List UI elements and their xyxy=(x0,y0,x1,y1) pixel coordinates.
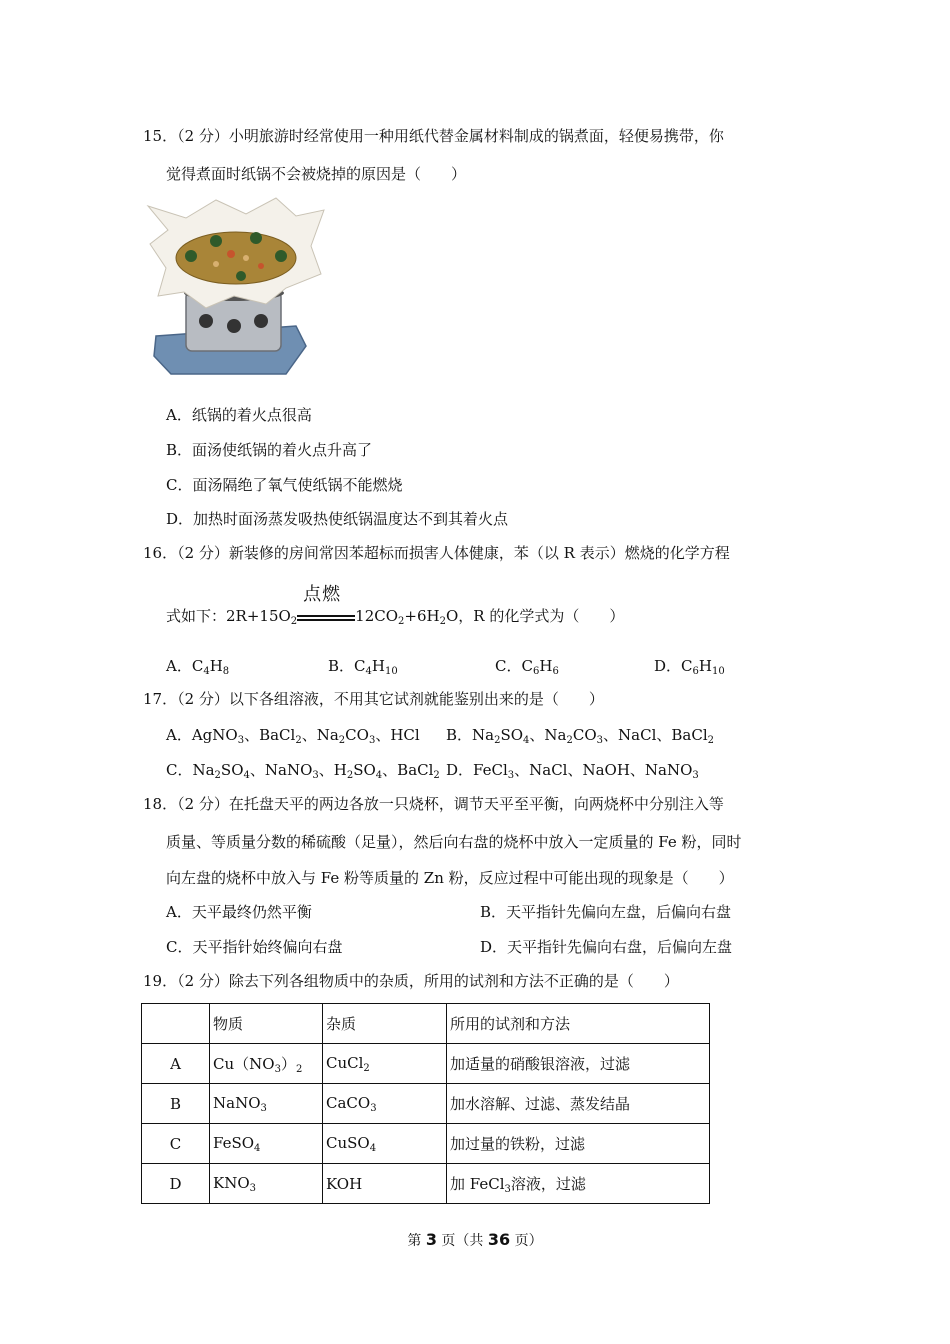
table-row xyxy=(142,1084,710,1124)
row-key: D xyxy=(142,1164,210,1204)
q16-option-d: D．$C_6H_{10}$ xyxy=(654,657,725,677)
method-cell: 加水溶解、过滤、蒸发结晶 xyxy=(447,1084,710,1124)
substance-cell: FeSO$_4$ xyxy=(210,1124,323,1164)
table-row xyxy=(142,1164,710,1204)
table-row xyxy=(142,1124,710,1164)
q15-option-c: C．面汤隔绝了氧气使纸锅不能燃烧 xyxy=(166,476,403,494)
impurity-cell: CuCl$_2$ xyxy=(323,1044,447,1084)
total-pages: 36 xyxy=(487,1230,511,1249)
q18-option-d: D．天平指针先偏向右盘，后偏向左盘 xyxy=(480,938,733,956)
q16-stem-line1: 16．（2 分）新装修的房间常因苯超标而损害人体健康，苯（以 R 表示）燃烧的化学方程 xyxy=(143,544,730,562)
q15-stem-line2: 觉得煮面时纸锅不会被烧掉的原因是（ ） xyxy=(166,165,467,183)
page-number: 3 xyxy=(425,1230,437,1249)
row-key: B xyxy=(142,1084,210,1124)
q18-option-c: C．天平指针始终偏向右盘 xyxy=(166,938,343,956)
page-footer: 第 3 页（共 36 页） xyxy=(407,1230,543,1249)
q18-option-b: B．天平指针先偏向左盘，后偏向右盘 xyxy=(480,903,732,921)
table-header-cell: 所用的试剂和方法 xyxy=(447,1004,710,1044)
q15-option-a: A．纸锅的着火点很高 xyxy=(166,406,312,424)
q15-stem-line1: 15．（2 分）小明旅游时经常使用一种用纸代替金属材料制成的锅煮面，轻便易携带，你 xyxy=(143,127,724,145)
table-header-row xyxy=(142,1004,710,1044)
q19-stem: 19．（2 分）除去下列各组物质中的杂质，所用的试剂和方法不正确的是（ ） xyxy=(143,972,679,990)
q16-option-b: B．$C_4H_{10}$ xyxy=(328,657,398,677)
table-header-cell: 杂质 xyxy=(323,1004,447,1044)
q16-option-a: A．$C_4H_8$ xyxy=(166,657,230,677)
substance-cell: $Cu(NO_3)_2$ xyxy=(210,1044,323,1084)
method-cell: 加 FeCl$_3$溶液，过滤 xyxy=(447,1164,710,1204)
row-key: C xyxy=(142,1124,210,1164)
q15-option-d: D．加热时面汤蒸发吸热使纸锅温度达不到其着火点 xyxy=(166,510,509,528)
reaction-condition-arrow: 点燃 xyxy=(297,607,355,627)
impurity-cell: CaCO$_3$ xyxy=(323,1084,447,1124)
method-cell: 加过量的铁粉，过滤 xyxy=(447,1124,710,1164)
table-header-cell: 物质 xyxy=(210,1004,323,1044)
table-header-cell xyxy=(142,1004,210,1044)
substance-cell: NaNO$_3$ xyxy=(210,1084,323,1124)
q17-option-d: D．FeCl$_3$、NaCl、NaOH、NaNO$_3$ xyxy=(446,761,699,781)
method-cell: 加适量的硝酸银溶液，过滤 xyxy=(447,1044,710,1084)
row-key: A xyxy=(142,1044,210,1084)
table-row xyxy=(142,1044,710,1084)
impurity-cell: CuSO$_4$ xyxy=(323,1124,447,1164)
q18-option-a: A．天平最终仍然平衡 xyxy=(166,903,312,921)
q17-stem: 17．（2 分）以下各组溶液，不用其它试剂就能鉴别出来的是（ ） xyxy=(143,690,604,708)
q16-equation: 式如下：$2R+15O_2$ 点燃 $12CO_2+6H_2O$，R 的化学式为（ ） xyxy=(166,584,625,627)
paper-pot-image xyxy=(146,196,328,381)
q18-stem-line2: 质量、等质量分数的稀硫酸（足量），然后向右盘的烧杯中放入一定质量的 Fe 粉，同时 xyxy=(166,833,742,851)
q16-option-c: C．$C_6H_6$ xyxy=(495,657,559,677)
q17-option-b: B．$Na_2SO_4$、$Na_2CO_3$、NaCl、BaCl$_2$ xyxy=(446,726,714,746)
q17-option-c: C．$Na_2SO_4$、NaNO$_3$、$H_2SO_4$、BaCl$_2$ xyxy=(166,761,440,781)
q17-option-a: A．AgNO$_3$、BaCl$_2$、$Na_2CO_3$、HCl xyxy=(166,726,420,746)
impurity-removal-table xyxy=(141,1003,710,1204)
impurity-cell: KOH xyxy=(323,1164,447,1204)
q18-stem-line1: 18．（2 分）在托盘天平的两边各放一只烧杯，调节天平至平衡，向两烧杯中分别注入等 xyxy=(143,795,724,813)
substance-cell: $KNO_3$ xyxy=(210,1164,323,1204)
q15-option-b: B．面汤使纸锅的着火点升高了 xyxy=(166,441,373,459)
q18-stem-line3: 向左盘的烧杯中放入与 Fe 粉等质量的 Zn 粉，反应过程中可能出现的现象是（ ） xyxy=(166,869,734,887)
